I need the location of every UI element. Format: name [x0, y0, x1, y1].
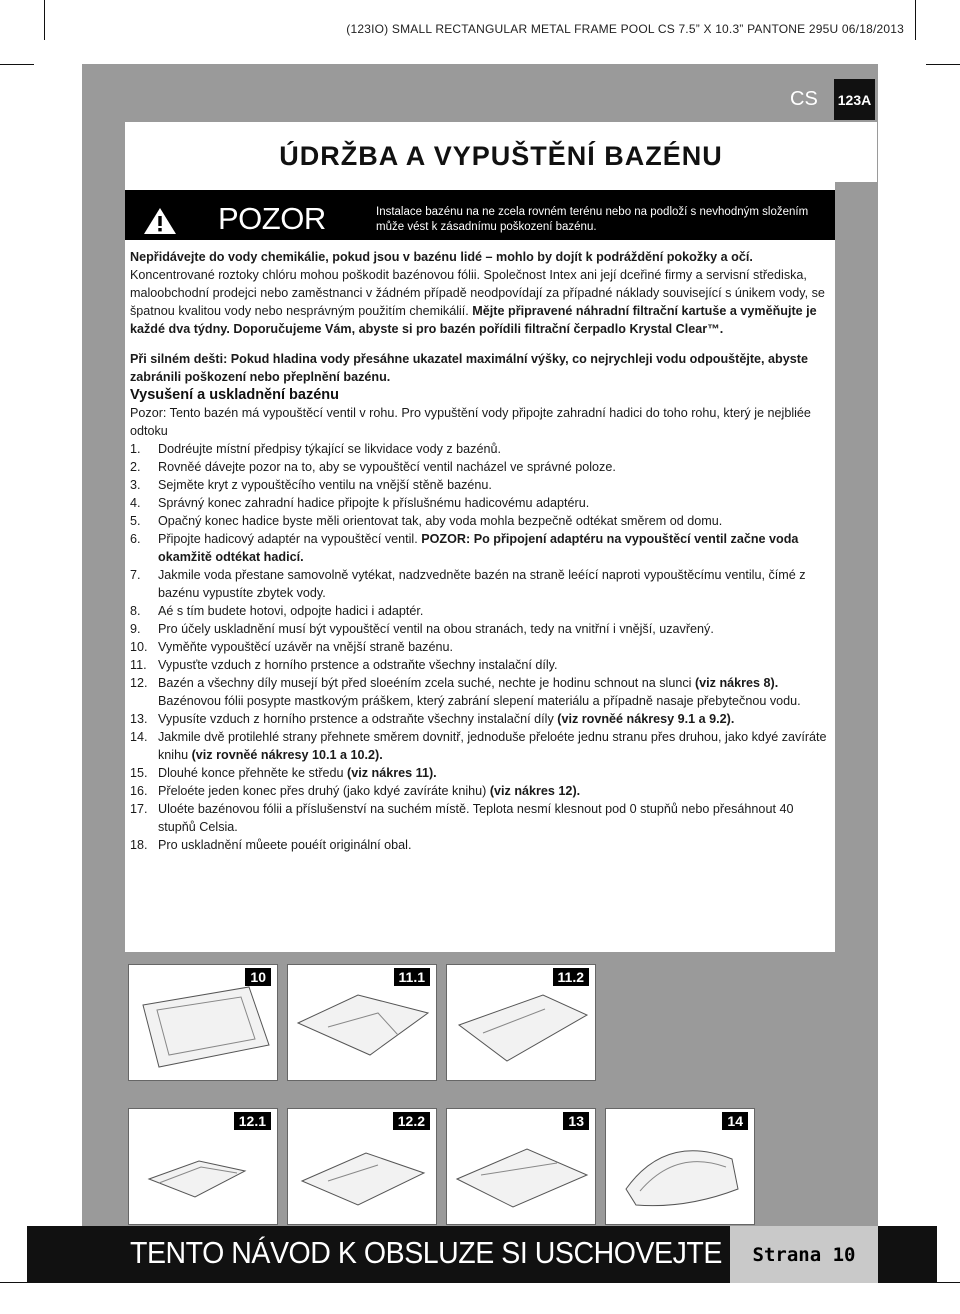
step-text: Přeloéte jeden konec přes druhý (jako kdyé zavíráte knihu) (viz nákres 12).	[158, 784, 581, 798]
step-item	[130, 782, 830, 800]
step-number: 4.	[130, 496, 141, 510]
step-text: Uloéte bazénovou fólii a příslušenství na suchém místě. Teplota nesmí klesnout pod 0 stupňů nebo přesáhnout 40 stupňů Celsia.	[158, 802, 794, 834]
figure-14	[605, 1108, 755, 1225]
step-text: Opačný konec hadice byste měli orientovat tak, aby voda mohla bezpečně odtékat směrem od domu.	[158, 514, 723, 528]
step-number: 18.	[130, 838, 148, 852]
step-item	[130, 800, 830, 836]
figure-12-1	[128, 1108, 278, 1225]
step-number: 2.	[130, 460, 141, 474]
crop-mark	[44, 0, 45, 40]
intro-bold-1: Nepřidávejte do vody chemikálie, pokud jsou v bazénu lidé – mohlo by dojít k podráždění pokožky a očí.	[130, 250, 753, 264]
step-number: 7.	[130, 568, 141, 582]
step-number: 8.	[130, 604, 141, 618]
footer-text: TENTO NÁVOD K OBSLUZE SI USCHOVEJTE	[130, 1235, 722, 1270]
step-number: 12.	[130, 676, 148, 690]
step-number: 13.	[130, 712, 148, 726]
step-number: 5.	[130, 514, 141, 528]
figure-label: 13	[563, 1112, 589, 1130]
figure-label: 12.1	[234, 1112, 271, 1130]
warning-triangle-icon	[143, 207, 177, 235]
steps-list	[130, 440, 830, 854]
figure-10	[128, 964, 278, 1081]
step-number: 14.	[130, 730, 148, 744]
step-item	[130, 476, 830, 494]
crop-mark	[0, 64, 34, 65]
step-text: Jakmile voda přestane samovolně vytékat, nadzvedněte bazén na straně leéící naproti vypouštěcímu ventilu, čímé z bazénu vypustíte zbytek vody.	[158, 568, 806, 600]
warning-text: Instalace bazénu na ne zcela rovném terénu nebo na podloží s nevhodným složením může vést k zásadnímu poškození bazénu.	[376, 206, 809, 233]
figure-12-2	[287, 1108, 437, 1225]
figure-label: 12.2	[393, 1112, 430, 1130]
step-text: Pro uskladnění můeete pouéít originální obal.	[158, 838, 412, 852]
language-code: CS	[790, 88, 818, 110]
step-text: Vypusťte vzduch z horního prstence a odstraňte všechny instalační díly.	[158, 658, 558, 672]
step-item	[130, 458, 830, 476]
figure-11-1	[287, 964, 437, 1081]
intro-paragraph	[130, 248, 830, 338]
step-item	[130, 494, 830, 512]
step-number: 11.	[130, 658, 147, 672]
step-text: Připojte hadicový adaptér na vypouštěcí ventil. POZOR: Po připojení adaptéru na vypouštěcí ventil začne voda okamžitě odtékat hadicí.	[158, 532, 799, 564]
figure-label: 10	[245, 968, 271, 986]
step-text: Rovněé dávejte pozor na to, aby se vypouštěcí ventil nacházel ve správné poloze.	[158, 460, 616, 474]
step-item	[130, 620, 830, 638]
warning-label: POZOR	[218, 201, 326, 236]
step-item	[130, 728, 830, 764]
step-number: 3.	[130, 478, 141, 492]
step-text: Aé s tím budete hotovi, odpojte hadici i adaptér.	[158, 604, 424, 618]
step-text: Jakmile dvě protilehlé strany přehnete směrem dovnitř, jednoduše přeloéte jednu stranu přes druhou, jako kdyé zavíráte knihu (viz rovněé nákresy 10.1 a 10.2).	[158, 730, 827, 762]
step-item	[130, 674, 830, 710]
crop-mark	[926, 64, 960, 65]
step-number: 6.	[130, 532, 141, 546]
step-number: 16.	[130, 784, 148, 798]
step-item	[130, 638, 830, 656]
step-text: Bazén a všechny díly musejí být před sloeéním zcela suché, nechte je hodinu schnout na slunci (viz nákres 8). Bazénovou fólii posypte mastkovým práškem, který zabrání slepení materiálu a případně nasaje přebytečnou vodu.	[158, 676, 801, 708]
step-item	[130, 530, 830, 566]
step-text: Dodréujte místní předpisy týkající se likvidace vody z bazénů.	[158, 442, 501, 456]
step-text: Vyměňte vypouštěcí uzávěr na vnější straně bazénu.	[158, 640, 453, 654]
page-title: ÚDRŽBA A VYPUŠTĚNÍ BAZÉNU	[279, 140, 723, 171]
print-header: (123IO) SMALL RECTANGULAR METAL FRAME POOL CS 7.5” X 10.3” PANTONE 295U 06/18/2013	[346, 22, 904, 36]
step-number: 15.	[130, 766, 148, 780]
step-number: 9.	[130, 622, 141, 636]
step-number: 17.	[130, 802, 148, 816]
title-bar	[125, 122, 877, 182]
step-number: 1.	[130, 442, 141, 456]
page-number-box	[730, 1226, 878, 1283]
step-item	[130, 440, 830, 458]
section-heading: Vysušení a uskladnění bazénu	[130, 387, 339, 403]
step-item	[130, 710, 830, 728]
step-item	[130, 566, 830, 602]
figure-label: 11.2	[553, 968, 589, 986]
figure-11-2	[446, 964, 596, 1081]
step-item	[130, 836, 830, 854]
figure-label: 14	[722, 1112, 748, 1130]
step-text: Vypusíte vzduch z horního prstence a odstraňte všechny instalační díly (viz rovněé nákresy 9.1 a 9.2).	[158, 712, 735, 726]
page-number: Strana 10	[752, 1243, 856, 1266]
crop-mark	[915, 0, 916, 40]
step-item	[130, 602, 830, 620]
section-intro: Pozor: Tento bazén má vypouštěcí ventil v rohu. Pro vypuštění vody připojte zahradní hadici do toho rohu, který je nejbliée odtoku	[130, 406, 811, 438]
step-item	[130, 764, 830, 782]
step-text: Pro účely uskladnění musí být vypouštěcí ventil na obou stranách, tedy na vnitřní i vnější, uzavřený.	[158, 622, 714, 636]
figure-label: 11.1	[394, 968, 430, 986]
step-text: Sejměte kryt z vypouštěcího ventilu na vnější stěně bazénu.	[158, 478, 492, 492]
rain-note: Při silném dešti: Pokud hladina vody přesáhne ukazatel maximální výšky, co nejrychleji vodu odpouštějte, abyste zabránili poškození nebo přeplnění bazénu.	[130, 352, 808, 384]
figure-13	[446, 1108, 596, 1225]
step-item	[130, 656, 830, 674]
step-number: 10.	[130, 640, 148, 654]
step-item	[130, 512, 830, 530]
page-code-badge: 123A	[834, 79, 875, 120]
intro-normal-1: Koncentrované roztoky chlóru mohou poškodit bazénovou fólii. Společnost Intex ani její dceřiné firmy a servisní střediska, maloobchodní prodejci nebo zaměstnanci v žádném případě neodpovídají za případné náklady související s únikem vody, se špatnou kvalitou vody nebo nesprávným použitím chemikálií.	[130, 268, 825, 318]
main-content	[130, 248, 830, 854]
step-text: Dlouhé konce přehněte ke středu (viz nákres 11).	[158, 766, 437, 780]
step-text: Správný konec zahradní hadice připojte k příslušnému hadicovému adaptéru.	[158, 496, 590, 510]
intro-bold-2: Mějte připravené náhradní filtrační kartuše a vyměňujte je každé dva týdny. Doporučujeme Vám, abyste si pro bazén pořídili filtrační čerpadlo Krystal Clear™.	[130, 304, 817, 336]
